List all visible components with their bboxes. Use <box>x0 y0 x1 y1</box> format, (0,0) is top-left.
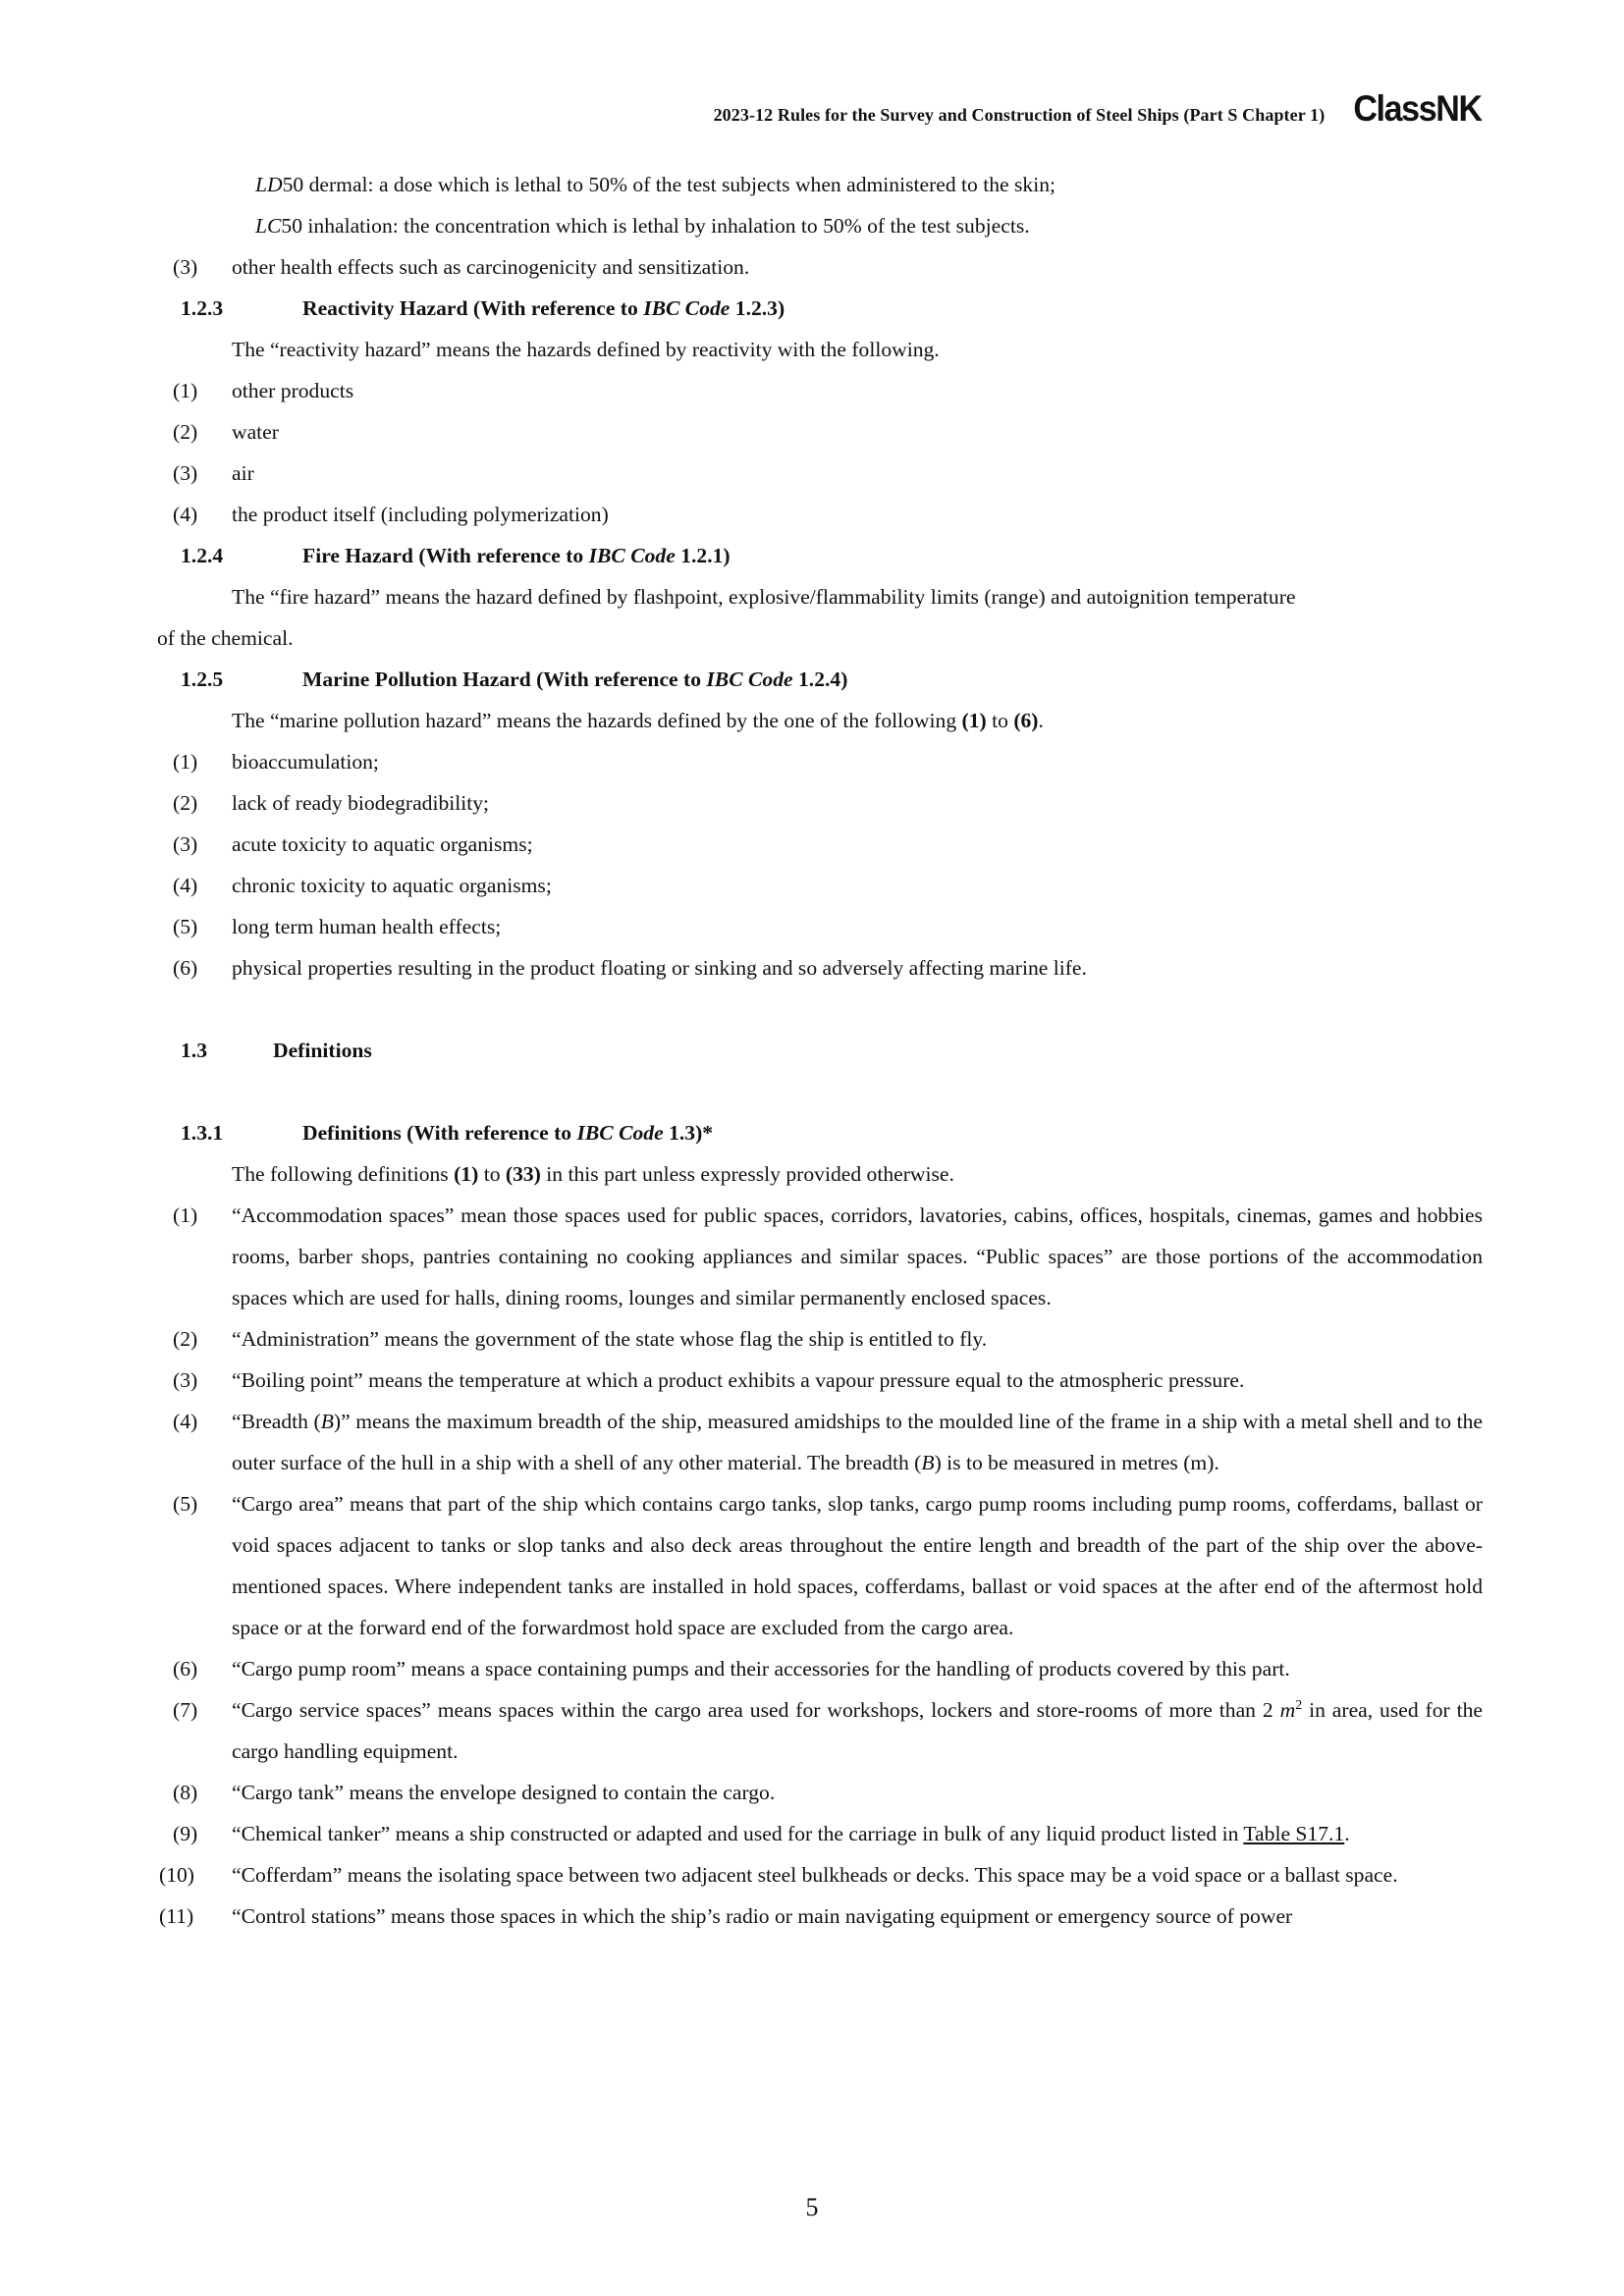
unit-symbol: m <box>1279 1698 1296 1722</box>
item-number: (7) <box>173 1698 198 1722</box>
definition-item <box>157 1360 1483 1401</box>
breadth-symbol: B <box>320 1410 334 1433</box>
item-text: long term human health effects; <box>232 915 502 938</box>
table-link[interactable]: Table S17.1 <box>1243 1822 1345 1845</box>
code-reference: IBC Code <box>588 544 676 567</box>
ld50-text: 50 dermal: a dose which is lethal to 50% of the test subjects when administered to the skin; <box>282 173 1056 196</box>
section-number: 1.3.1 <box>181 1121 224 1145</box>
definition-text: “Breadth ( <box>232 1410 321 1433</box>
definition-item <box>157 1483 1483 1648</box>
item-number: (6) <box>173 1657 198 1681</box>
definition-item <box>157 1195 1483 1318</box>
section-title: Definitions (With reference to <box>302 1121 577 1145</box>
fire-hazard-paragraph-cont: of the chemical. <box>157 626 294 650</box>
definition-item <box>157 1772 1483 1813</box>
list-item <box>157 453 1483 494</box>
item-text: other products <box>232 379 354 402</box>
item-number: (3) <box>173 461 198 485</box>
definition-item <box>157 1896 1483 1937</box>
item-text: lack of ready biodegradibility; <box>232 791 490 815</box>
section-title-end: 1.3)* <box>663 1121 714 1145</box>
item-number: (1) <box>173 379 198 402</box>
item-number: (6) <box>173 956 198 980</box>
lc50-text: 50 inhalation: the concentration which is lethal by inhalation to 50% of the test subjects. <box>281 214 1030 238</box>
item-number: (8) <box>173 1781 198 1804</box>
list-item <box>157 824 1483 865</box>
section-title-end: 1.2.3) <box>730 296 785 320</box>
section-1-3-heading <box>157 1030 1483 1071</box>
superscript: 2 <box>1295 1697 1303 1713</box>
document-body <box>157 164 1483 1937</box>
intro-text: The following definitions <box>232 1162 455 1186</box>
item-number: (4) <box>173 874 198 897</box>
classnk-logo: ClassNK <box>1353 88 1482 129</box>
list-item <box>157 411 1483 453</box>
item-text: bioaccumulation; <box>232 750 379 774</box>
definition-text: in area, used for the cargo handling equipment. <box>232 1698 1484 1763</box>
item-text: water <box>232 420 279 444</box>
definition-item <box>157 1813 1483 1854</box>
definition-text: . <box>1344 1822 1350 1845</box>
spacer <box>157 1071 1483 1112</box>
item-text: physical properties resulting in the product floating or sinking and so adversely affecting marine life. <box>232 956 1087 980</box>
item-text: acute toxicity to aquatic organisms; <box>232 832 533 856</box>
spacer <box>157 988 1483 1030</box>
lc50-line <box>157 205 1483 246</box>
definition-text: “Control stations” means those spaces in which the ship’s radio or main navigating equipment or emergency source of power <box>232 1904 1293 1928</box>
section-title: Fire Hazard (With reference to <box>302 544 589 567</box>
section-intro: The “reactivity hazard” means the hazards defined by reactivity with the following. <box>232 338 940 361</box>
section-1-2-4-heading <box>157 535 1483 576</box>
intro-period: . <box>1038 709 1044 732</box>
definition-text: “Administration” means the government of the state whose flag the ship is entitled to fly. <box>232 1327 988 1351</box>
item-text: chronic toxicity to aquatic organisms; <box>232 874 552 897</box>
item-number: (2) <box>173 791 198 815</box>
definition-item <box>157 1401 1483 1483</box>
intro-to: to <box>478 1162 506 1186</box>
definition-text: “Cargo tank” means the envelope designed to contain the cargo. <box>232 1781 776 1804</box>
intro-ref-end: (6) <box>1013 709 1039 732</box>
item-number: (10) <box>159 1863 194 1887</box>
item-number: (1) <box>173 750 198 774</box>
page-number: 5 <box>805 2193 819 2221</box>
item-number: (2) <box>173 1327 198 1351</box>
definition-text: “Cofferdam” means the isolating space between two adjacent steel bulkheads or decks. This space may be a void space or a ballast space. <box>232 1863 1398 1887</box>
list-item <box>157 865 1483 906</box>
item-text: air <box>232 461 254 485</box>
section-1-2-3-heading <box>157 288 1483 329</box>
section-number: 1.2.3 <box>181 296 224 320</box>
intro-tail: in this part unless expressly provided otherwise. <box>540 1162 954 1186</box>
intro-ref-end: (33) <box>505 1162 541 1186</box>
section-number: 1.2.5 <box>181 667 224 691</box>
item-number: (2) <box>173 420 198 444</box>
section-1-3-1-heading <box>157 1112 1483 1153</box>
definition-text: “Boiling point” means the temperature at which a product exhibits a vapour pressure equal to the atmospheric pressure. <box>232 1368 1245 1392</box>
item-number: (11) <box>159 1904 194 1928</box>
item-number: (5) <box>173 1492 198 1516</box>
list-item <box>157 947 1483 988</box>
intro-to: to <box>986 709 1014 732</box>
item-text: other health effects such as carcinogenicity and sensitization. <box>232 255 750 279</box>
item-number: (3) <box>173 1368 198 1392</box>
code-reference: IBC Code <box>706 667 793 691</box>
ld50-line <box>157 164 1483 205</box>
list-item <box>157 782 1483 824</box>
definition-text: “Accommodation spaces” mean those spaces used for public spaces, corridors, lavatories, cabins, offices, hospitals, cinemas, games and hobbies rooms, barber shops, pantries containing no cooking appliances and similar spaces. “Public spaces” are those portions of the accommodation spaces which are used for halls, dining rooms, lounges and similar permanently enclosed spaces. <box>232 1203 1483 1309</box>
intro-ref-start: (1) <box>454 1162 479 1186</box>
definition-text: “Chemical tanker” means a ship constructed or adapted and used for the carriage in bulk of any liquid product listed in <box>232 1822 1244 1845</box>
definition-text: )” means the maximum breadth of the ship, measured amidships to the moulded line of the frame in a ship with a metal shell and to the outer surface of the hull in a ship with a shell of any other material. The breadth ( <box>232 1410 1484 1474</box>
code-reference: IBC Code <box>643 296 731 320</box>
definition-item <box>157 1648 1483 1689</box>
section-intro <box>157 1153 1483 1195</box>
item-number: (4) <box>173 503 198 526</box>
list-item <box>157 906 1483 947</box>
page-header <box>714 88 1482 130</box>
definition-text: “Cargo area” means that part of the ship which contains cargo tanks, slop tanks, cargo pump rooms including pump rooms, cofferdams, ballast or void spaces adjacent to tanks or slop tanks and also deck areas throughout the entire length and breadth of the part of the ship over the above-mentioned spaces. Where independent tanks are installed in hold spaces, cofferdams, ballast or void spaces at the after end of the aftermost hold space or at the forward end of the forwardmost hold space are excluded from the cargo area. <box>232 1492 1483 1639</box>
code-reference: IBC Code <box>576 1121 664 1145</box>
list-item <box>157 246 1483 288</box>
definition-item <box>157 1854 1483 1896</box>
item-number: (5) <box>173 915 198 938</box>
section-number: 1.3 <box>181 1039 207 1062</box>
definition-text: ) is to be measured in metres (m). <box>934 1451 1219 1474</box>
lc50-term: LC <box>255 214 282 238</box>
definition-item <box>157 1318 1483 1360</box>
ld50-term: LD <box>255 173 283 196</box>
item-number: (3) <box>173 255 198 279</box>
item-number: (1) <box>173 1203 198 1227</box>
header-title: 2023-12 Rules for the Survey and Construction of Steel Ships (Part S Chapter 1) <box>713 105 1326 125</box>
section-title: Marine Pollution Hazard (With reference to <box>302 667 707 691</box>
breadth-symbol: B <box>921 1451 935 1474</box>
definition-text: “Cargo pump room” means a space containing pumps and their accessories for the handling of products covered by this part. <box>232 1657 1290 1681</box>
section-number: 1.2.4 <box>181 544 224 567</box>
item-text: the product itself (including polymerization) <box>232 503 609 526</box>
fire-hazard-paragraph: The “fire hazard” means the hazard defined by flashpoint, explosive/flammability limits (range) and autoignition temperature <box>232 585 1296 609</box>
section-intro <box>157 700 1483 741</box>
item-number: (3) <box>173 832 198 856</box>
item-number: (4) <box>173 1410 198 1433</box>
list-item <box>157 370 1483 411</box>
definition-item <box>157 1689 1483 1772</box>
list-item <box>157 494 1483 535</box>
definition-text: “Cargo service spaces” means spaces within the cargo area used for workshops, lockers and store-rooms of more than 2 <box>232 1698 1280 1722</box>
intro-ref-start: (1) <box>961 709 987 732</box>
section-title-end: 1.2.1) <box>675 544 731 567</box>
section-title-end: 1.2.4) <box>792 667 848 691</box>
list-item <box>157 741 1483 782</box>
section-title: Definitions <box>273 1039 372 1062</box>
intro-text: The “marine pollution hazard” means the hazards defined by the one of the following <box>232 709 962 732</box>
item-number: (9) <box>173 1822 198 1845</box>
section-1-2-5-heading <box>157 659 1483 700</box>
section-title: Reactivity Hazard (With reference to <box>302 296 644 320</box>
